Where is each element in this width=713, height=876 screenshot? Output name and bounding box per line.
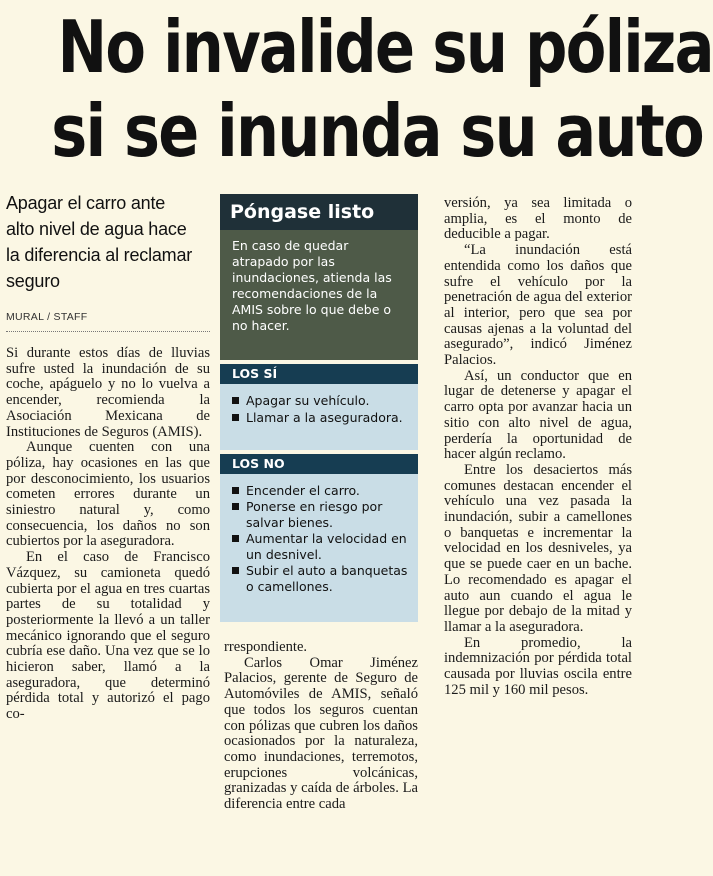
headline-line-1: No invalide su póliza xyxy=(57,5,713,89)
square-bullet-icon xyxy=(232,414,239,421)
paragraph: versión, ya sea limitada o amplia, es el monto de deducible a pagar. xyxy=(444,195,632,243)
article-column-1 xyxy=(6,346,210,723)
sidebar-band-no: LOS NO xyxy=(220,454,418,474)
sidebar-intro: En caso de quedar atrapado por las inundaciones, atienda las recomendaciones de la AMIS sobre lo que debe o no hacer. xyxy=(220,230,418,360)
paragraph: Si durante estos días de lluvias sufre usted la inundación de su coche, apáguelo y no lo vuelva a encender, recomienda la Asociación Mexicana de Instituciones de Seguros (AMIS). xyxy=(6,345,210,440)
list-item-label: Encender el carro. xyxy=(246,483,360,498)
list-item xyxy=(232,483,410,499)
sidebar-list-no xyxy=(220,474,418,622)
list-item xyxy=(232,499,410,531)
paragraph: rrespondiente. xyxy=(224,639,308,655)
sidebar-box xyxy=(220,194,418,614)
list-item-label: Llamar a la aseguradora. xyxy=(246,410,403,425)
paragraph: En el caso de Francisco Vázquez, su camioneta quedó cubierta por el agua en tres cuartas partes de su totalidad y posteriormente la llevó a un taller mecánico ignorando que el seguro cubría ese daño. Una vez que se lo hicieron saber, llamó a la aseguradora, que determinó pérdida total y autorizó el pago co- xyxy=(6,549,210,723)
paragraph: Carlos Omar Jiménez Palacios, gerente de Seguro de Automóviles de AMIS, señaló que todos los seguros cuentan con pólizas que cubren los daños ocasionados por la naturaleza, como inundaciones, terremotos, erupciones volcánicas, granizadas y caída de árboles. La diferencia entre cada xyxy=(224,654,418,813)
list-item-label: Subir el auto a banquetas o camellones. xyxy=(246,563,408,594)
list-item xyxy=(232,393,410,409)
deck-subtitle: Apagar el carro ante alto nivel de agua hace la diferencia al reclamar seguro xyxy=(6,193,193,291)
sidebar-band-si: LOS SÍ xyxy=(220,364,418,384)
square-bullet-icon xyxy=(232,503,239,510)
paragraph: Así, un conductor que en lugar de detenerse y apagar el carro opta por avanzar hacia un sitio con alto nivel de agua, perdería la oportunidad de hacer algún reclamo. xyxy=(444,367,632,463)
list-item xyxy=(232,410,410,426)
square-bullet-icon xyxy=(232,487,239,494)
list-item-label: Ponerse en riesgo por salvar bienes. xyxy=(246,499,383,530)
byline: MURAL / STAFF xyxy=(6,311,88,323)
article-column-2 xyxy=(224,640,418,813)
square-bullet-icon xyxy=(232,397,239,404)
sidebar-title: Póngase listo xyxy=(220,194,418,230)
byline-divider xyxy=(6,331,210,332)
article-column-3 xyxy=(444,196,632,699)
list-item-label: Apagar su vehículo. xyxy=(246,393,370,408)
list-item xyxy=(232,563,410,595)
list-item-label: Aumentar la velocidad en un desnivel. xyxy=(246,531,407,562)
square-bullet-icon xyxy=(232,567,239,574)
square-bullet-icon xyxy=(232,535,239,542)
paragraph: “La inundación está entendida como los daños que sufre el vehículo por la penetración de agua del exterior al interior, pero que sea por causas ajenas a la voluntad del asegurado”, indicó Jiménez Palacios. xyxy=(444,242,632,369)
paragraph: Aunque cuenten con una póliza, hay ocasiones en las que por desconocimiento, los usuarios cometen errores durante un siniestro natural y, como consecuencia, los daños no son cubiertos por la aseguradora. xyxy=(6,439,210,550)
headline-line-2: si se inunda su auto xyxy=(51,89,703,173)
sidebar-list-si xyxy=(220,384,418,450)
paragraph: Entre los desaciertos más comunes destacan encender el vehículo una vez pasada la inundación, subir a camellones o banquetas e incrementar la velocidad en los desniveles, ya que se puede caer en un bache. Lo recomendado es apagar el auto aun cuando el agua le llegue por debajo de la mitad y llamar a la aseguradora. xyxy=(444,461,632,635)
paragraph: En promedio, la indemnización por pérdida total causada por lluvias oscila entre 125 mil y 160 mil pesos. xyxy=(444,634,632,698)
list-item xyxy=(232,531,410,563)
